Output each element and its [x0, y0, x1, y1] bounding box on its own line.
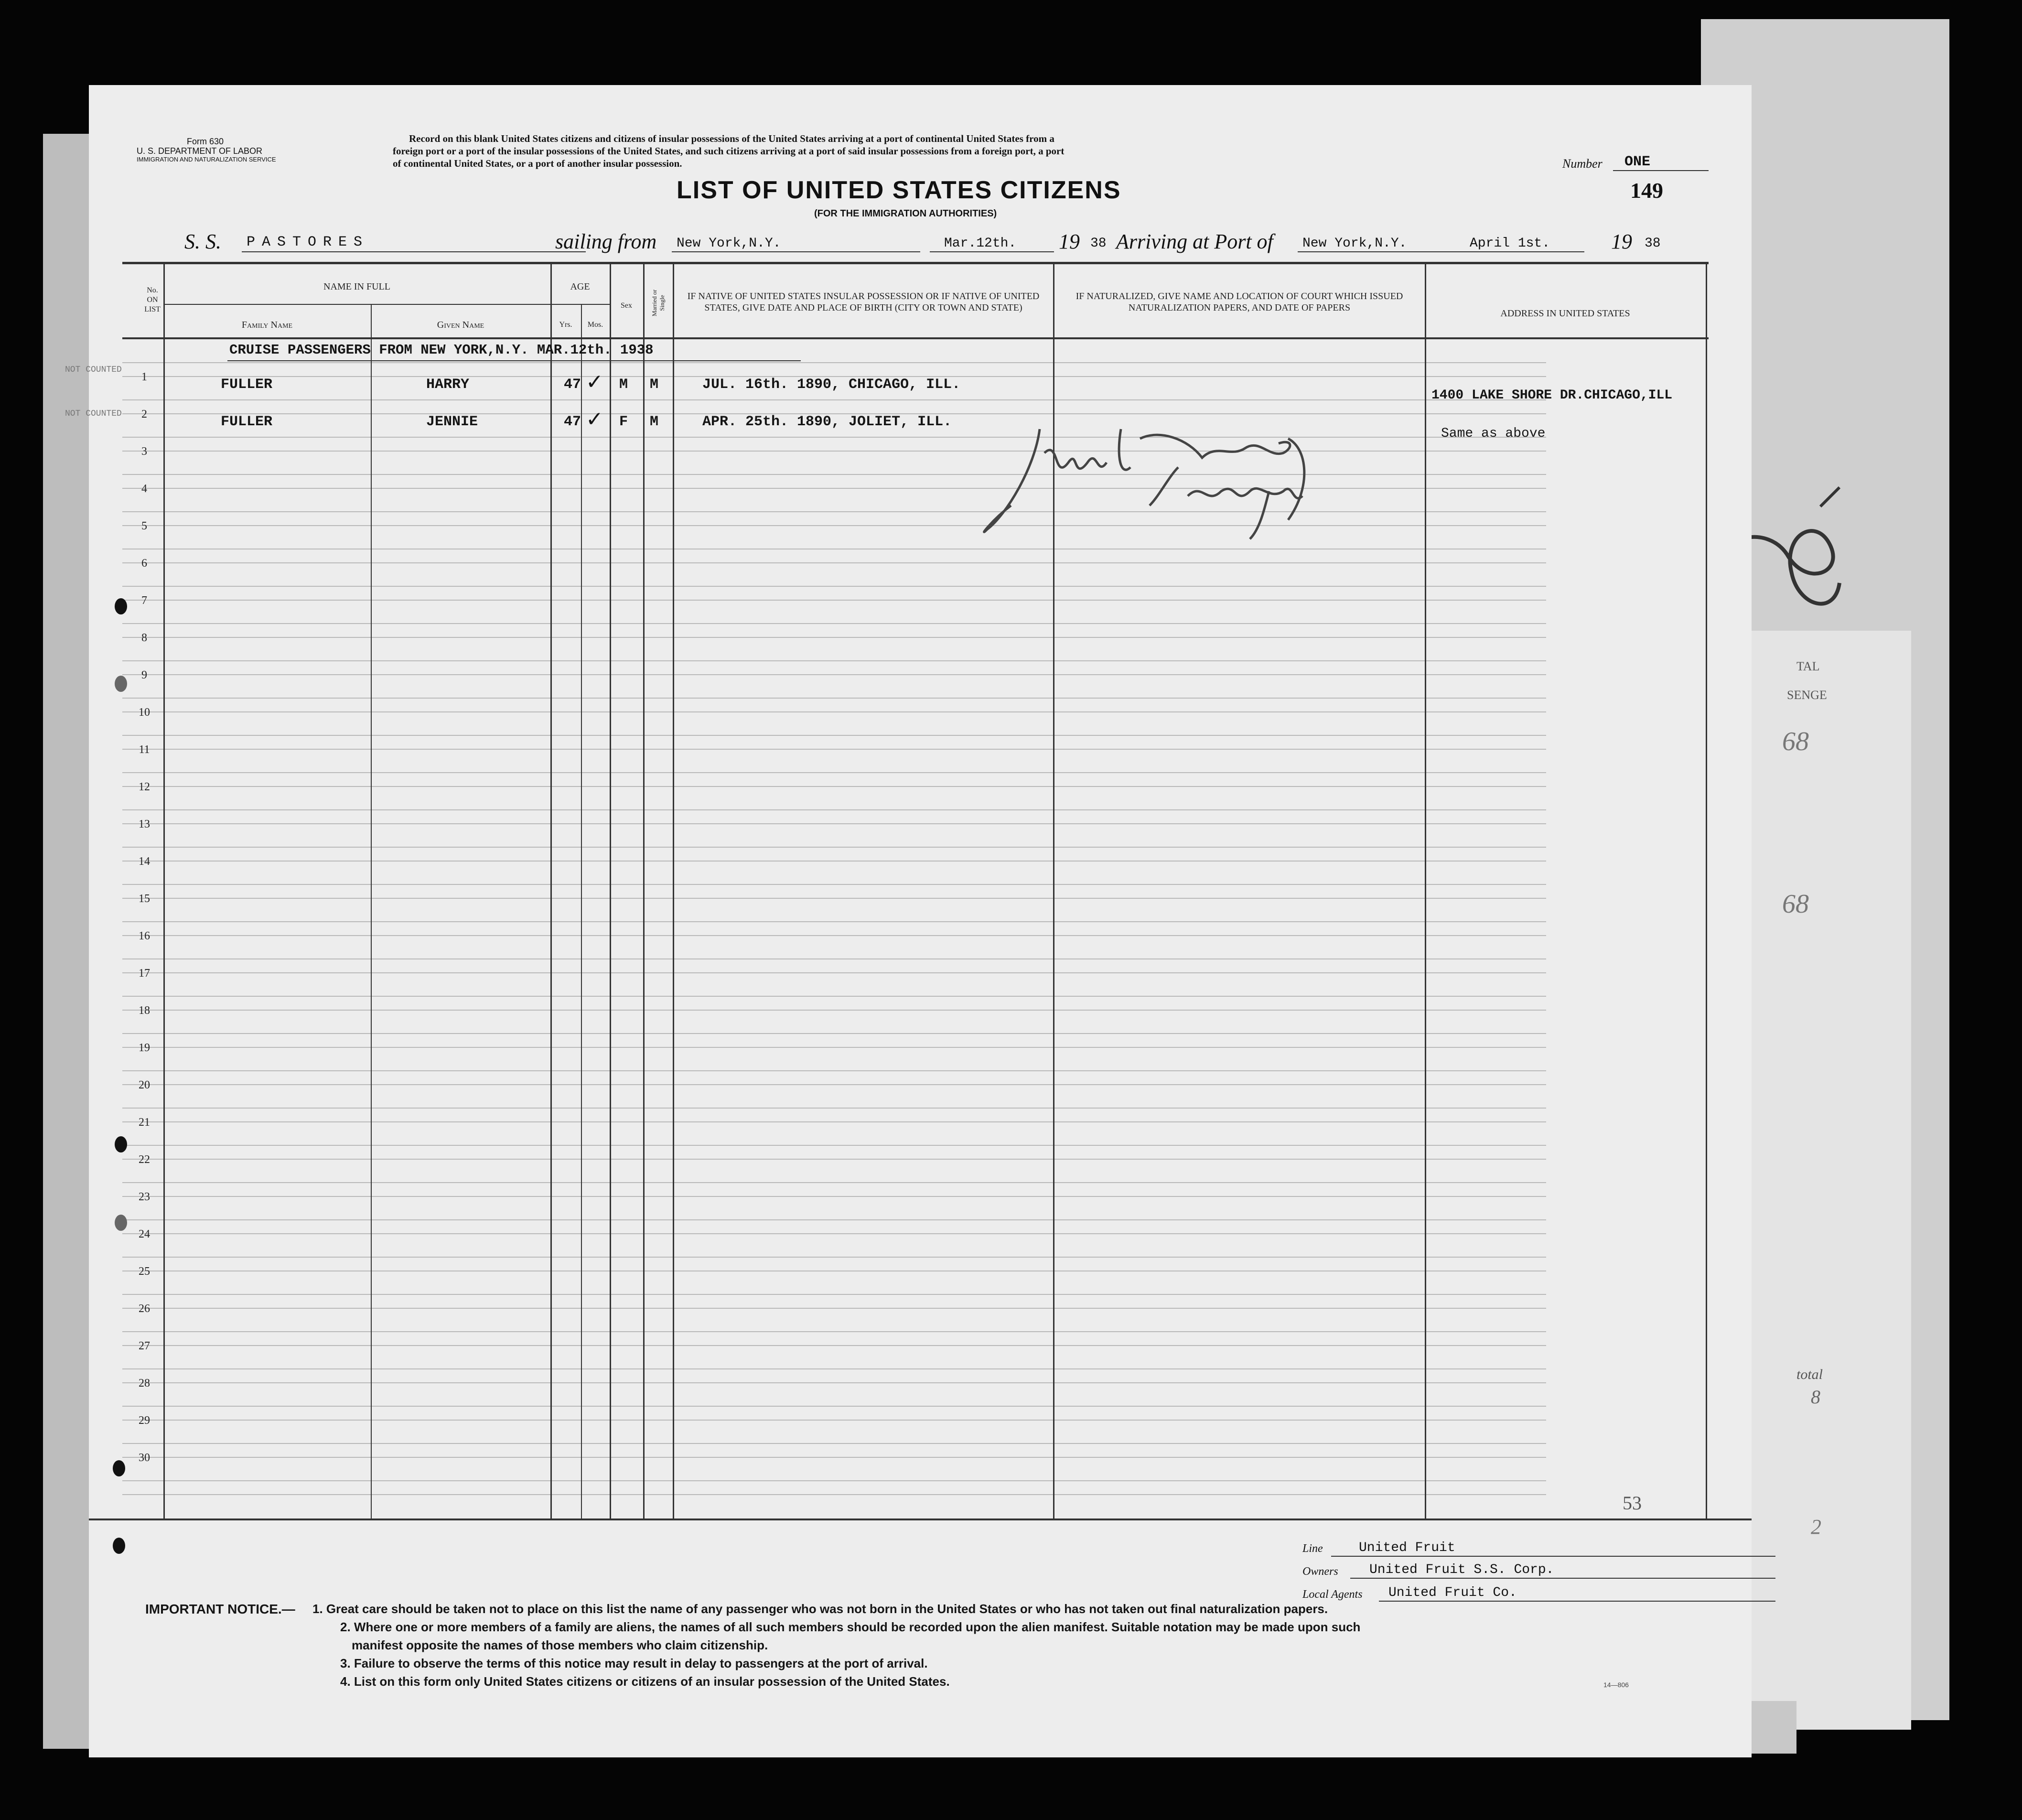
header-yrs: Yrs.	[559, 321, 572, 329]
line-value: United Fruit	[1359, 1540, 1455, 1555]
row-number: 25	[139, 1265, 150, 1278]
header-naturalized: IF NATURALIZED, GIVE NAME AND LOCATION OF COURT WHICH ISSUED NATURALIZATION PAPERS, AND DATE OF PAPERS	[1076, 291, 1403, 313]
arriving-year-prefix: 19	[1611, 230, 1632, 253]
row-number: 28	[139, 1377, 150, 1389]
agents-value: United Fruit Co.	[1388, 1585, 1517, 1600]
header-family-name: Family Name	[241, 320, 293, 330]
row-number: 20	[139, 1079, 150, 1091]
punch-hole	[113, 1538, 125, 1554]
form-number: Form 630	[187, 137, 224, 146]
printer-code: 14—806	[1603, 1681, 1629, 1689]
address-cell: Same as above	[1441, 426, 1546, 441]
row-number: 26	[139, 1303, 150, 1315]
punch-hole	[115, 676, 127, 692]
side-fragment-1: TAL	[1796, 659, 1820, 673]
group-note-underline	[227, 360, 801, 361]
margin-note: NOT COUNTED	[65, 365, 122, 375]
col-rule-given	[550, 262, 552, 1518]
notice-2: 2. Where one or more members of a family are aliens, the names of all such members should be recorded upon the alien manifest. Suitable notation may be made upon such	[340, 1620, 1361, 1634]
row-number: 19	[139, 1042, 150, 1054]
header-married-single: Married or Single	[651, 290, 666, 316]
instruction-line-3: of continental United States, or a port of another insular possession.	[393, 158, 682, 169]
row-number: 5	[141, 520, 147, 532]
number-label: Number	[1562, 157, 1603, 171]
sex-cell: M	[619, 377, 628, 393]
header-given-name: Given Name	[437, 320, 484, 330]
side-fragment-7: 2	[1811, 1515, 1821, 1539]
family-name-cell: FULLER	[221, 414, 273, 430]
body-bottom-rule	[89, 1518, 1752, 1520]
punch-hole	[115, 598, 127, 614]
page-number: 149	[1630, 178, 1663, 203]
manifest-sheet	[65, 85, 1752, 1757]
punch-hole	[113, 1460, 125, 1476]
side-fragment-4: 68	[1782, 889, 1809, 919]
row-number: 15	[139, 893, 150, 905]
notice-4: 4. List on this form only United States citizens or citizens of an insular possession of the United States.	[340, 1674, 950, 1689]
name-subheader-rule	[163, 304, 610, 305]
row-number: 1	[141, 371, 147, 383]
row-number: 2	[141, 408, 147, 420]
given-name-cell: JENNIE	[426, 414, 478, 430]
sailing-date: Mar.12th.	[944, 236, 1017, 251]
row-number: 14	[139, 855, 150, 868]
row-number: 23	[139, 1191, 150, 1203]
row-number: 21	[139, 1116, 150, 1129]
sailing-year-prefix: 19	[1059, 230, 1080, 253]
owners-value: United Fruit S.S. Corp.	[1369, 1562, 1554, 1577]
birth-cell: APR. 25th. 1890, JOLIET, ILL.	[702, 414, 952, 430]
service-label: IMMIGRATION AND NATURALIZATION SERVICE	[137, 156, 276, 163]
row-number: 7	[141, 594, 147, 607]
arriving-port: New York,N.Y.	[1302, 236, 1407, 251]
row-number: 13	[139, 818, 150, 830]
sex-cell: F	[619, 414, 628, 430]
agents-underline	[1379, 1601, 1775, 1602]
side-fragment-5: total	[1796, 1367, 1823, 1382]
address-cell: 1400 LAKE SHORE DR.CHICAGO,ILL	[1431, 388, 1673, 403]
group-note: CRUISE PASSENGERS FROM NEW YORK,N.Y. MAR.12th. 1938	[229, 342, 654, 358]
margin-note: NOT COUNTED	[65, 409, 122, 419]
signature	[978, 410, 1341, 553]
instruction-line-1: Record on this blank United States citizens and citizens of insular possessions of the United States arriving at a port of continental United States from a	[409, 133, 1054, 144]
ship-name: PASTORES	[247, 234, 369, 250]
marital-cell: M	[650, 377, 659, 393]
number-value: ONE	[1624, 154, 1651, 170]
row-number: 24	[139, 1228, 150, 1240]
agents-label: Local Agents	[1302, 1588, 1363, 1601]
back-sheet-mid	[1730, 631, 1911, 1730]
age-years-cell: 47	[564, 414, 581, 430]
row-number: 10	[139, 706, 150, 719]
col-rule-no	[163, 262, 165, 1518]
row-number: 18	[139, 1004, 150, 1017]
row-number: 11	[139, 743, 150, 756]
department-label: U. S. DEPARTMENT OF LABOR	[137, 146, 263, 156]
notice-3: 3. Failure to observe the terms of this notice may result in delay to passengers at the port of arrival.	[340, 1656, 928, 1670]
marital-cell: M	[650, 414, 659, 430]
row-number: 29	[139, 1414, 150, 1427]
row-number: 12	[139, 781, 150, 793]
header-name-in-full: NAME IN FULL	[323, 281, 390, 292]
col-rule-marital	[673, 262, 674, 1518]
page-subtitle: (FOR THE IMMIGRATION AUTHORITIES)	[814, 208, 997, 219]
row-number: 30	[139, 1452, 150, 1464]
sailing-label: sailing from	[555, 230, 657, 253]
notice-1: 1. Great care should be taken not to place on this list the name of any passenger who was not born in the United States or who has not taken out final naturalization papers.	[312, 1602, 1328, 1616]
row-number: 9	[141, 669, 147, 681]
line-underline	[1331, 1556, 1775, 1557]
side-fragment-3: 68	[1782, 727, 1809, 756]
age-years-cell: 47	[564, 377, 581, 393]
line-label: Line	[1302, 1542, 1323, 1555]
header-mos: Mos.	[587, 321, 603, 329]
row-number: 22	[139, 1153, 150, 1166]
row-number: 4	[141, 483, 147, 495]
row-number: 27	[139, 1340, 150, 1352]
given-name-cell: HARRY	[426, 377, 470, 393]
side-fragment-2: SENGE	[1787, 688, 1827, 702]
sheet-number: 53	[1623, 1492, 1642, 1514]
owners-label: Owners	[1302, 1565, 1338, 1578]
row-number: 3	[141, 445, 147, 458]
col-rule-yrs	[581, 305, 582, 1518]
col-rule-address	[1706, 262, 1707, 1518]
age-months-check: ✓	[586, 370, 603, 394]
header-no-on-list: No. ON LIST	[144, 286, 161, 313]
header-address: ADDRESS IN UNITED STATES	[1500, 308, 1630, 319]
sailing-from: New York,N.Y.	[677, 236, 781, 251]
family-name-cell: FULLER	[221, 377, 273, 393]
age-subheader-rule	[550, 304, 610, 305]
sailing-year: 38	[1090, 236, 1107, 251]
arriving-date: April 1st.	[1470, 236, 1550, 251]
age-months-check: ✓	[586, 407, 603, 431]
arriving-label: Arriving at Port of	[1116, 230, 1273, 253]
arriving-year: 38	[1645, 236, 1661, 251]
owners-underline	[1350, 1578, 1775, 1579]
page-title: LIST OF UNITED STATES CITIZENS	[677, 176, 1121, 204]
notice-2-cont: manifest opposite the names of those members who claim citizenship.	[352, 1638, 768, 1652]
punch-hole	[115, 1215, 127, 1231]
col-rule-mos	[610, 262, 611, 1518]
col-rule-family	[371, 305, 372, 1518]
header-age: AGE	[570, 281, 590, 292]
row-number: 16	[139, 930, 150, 942]
row-number: 6	[141, 557, 147, 570]
side-fragment-6: 8	[1811, 1386, 1820, 1408]
punch-hole	[115, 1136, 127, 1152]
row-number: 17	[139, 967, 150, 980]
birth-cell: JUL. 16th. 1890, CHICAGO, ILL.	[702, 377, 961, 393]
notice-title: IMPORTANT NOTICE.—	[145, 1602, 295, 1616]
col-rule-sex	[643, 262, 645, 1518]
ss-label: S. S.	[184, 230, 221, 253]
instruction-line-2: foreign port or a port of the insular possessions of the United States, and such citizens arriving at a port of said insular possessions from a foreign port, a port	[393, 145, 1065, 157]
header-sex: Sex	[621, 302, 632, 310]
header-birth: IF NATIVE OF UNITED STATES INSULAR POSSESSION OR IF NATIVE OF UNITED STATES, GIVE DATE AND PLACE OF BIRTH (CITY OR TOWN AND STATE)	[687, 291, 1040, 313]
col-rule-naturalized	[1425, 262, 1426, 1518]
row-number: 8	[141, 632, 147, 644]
